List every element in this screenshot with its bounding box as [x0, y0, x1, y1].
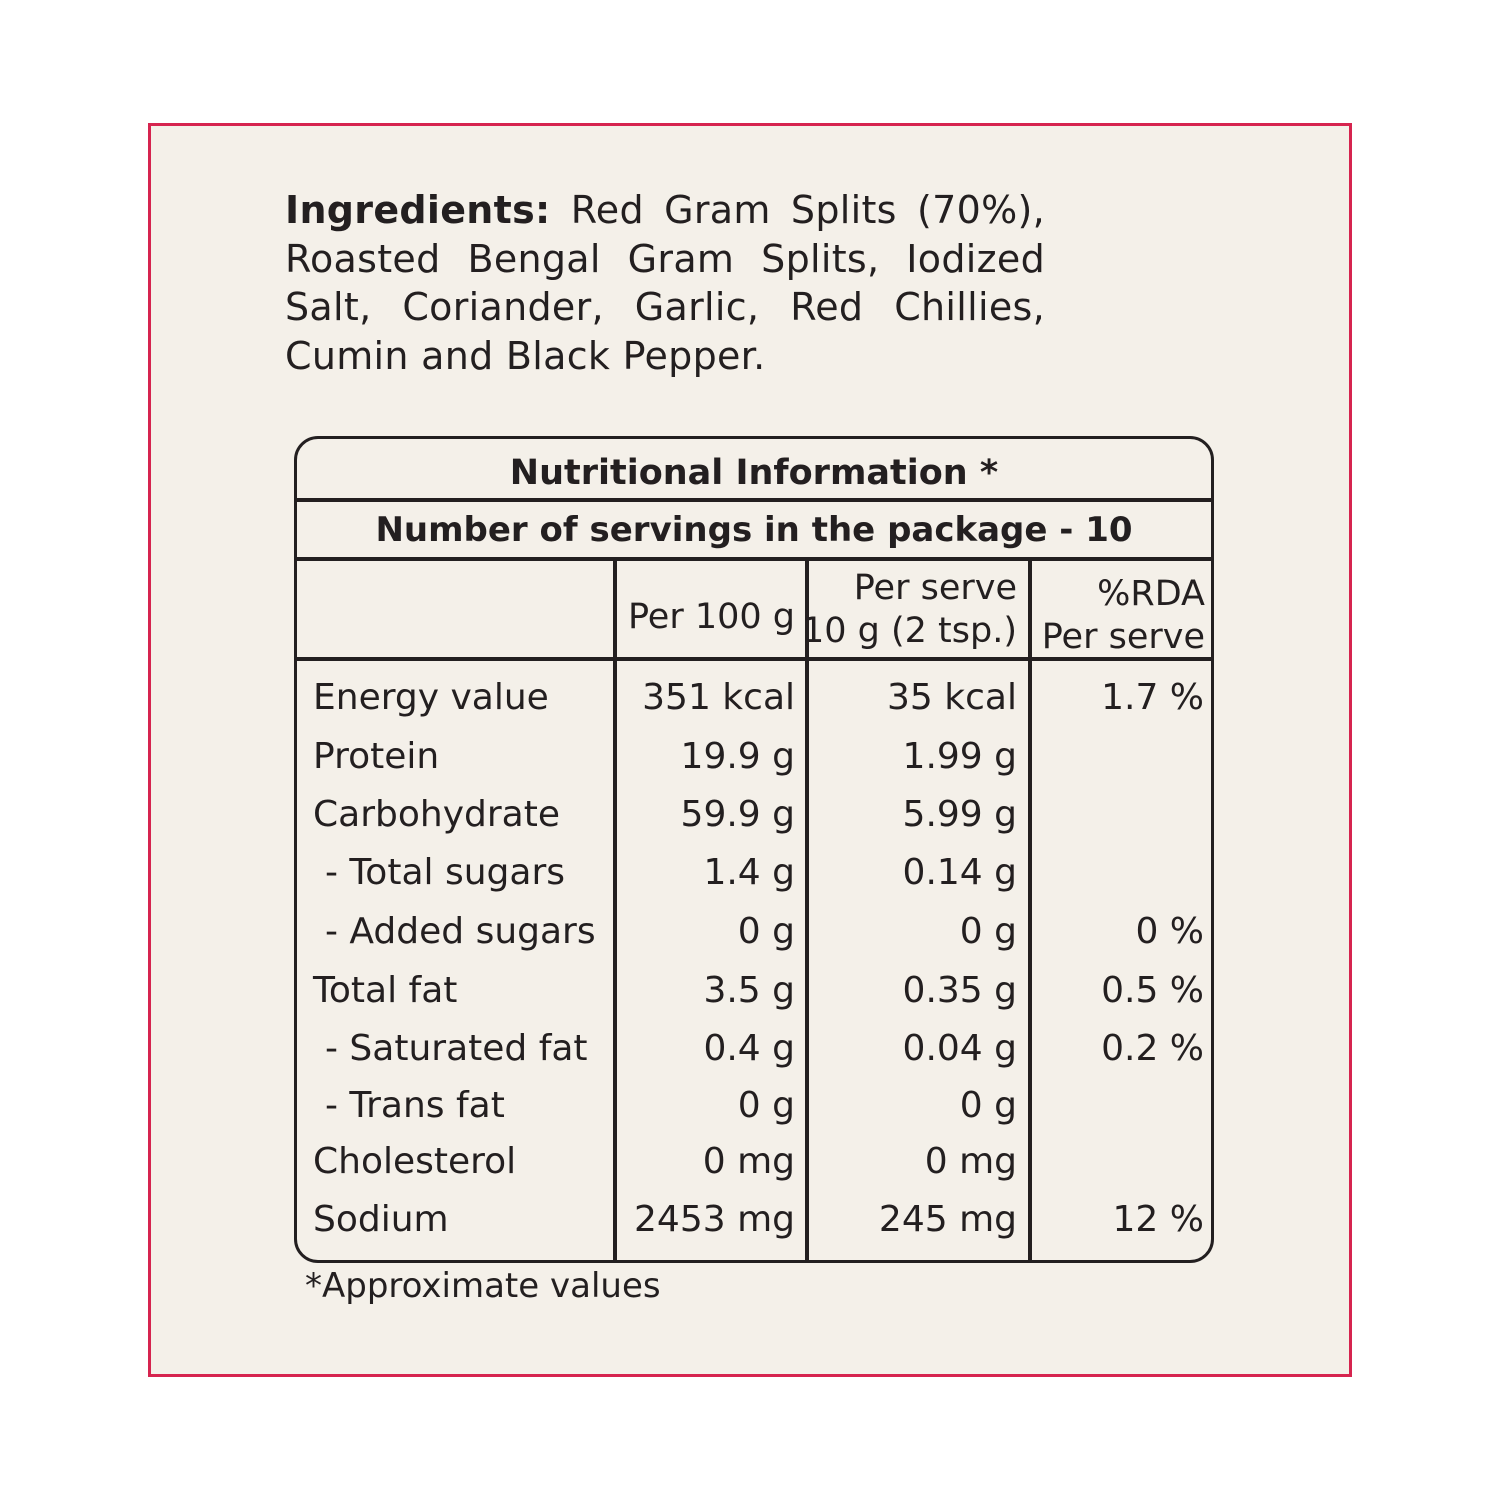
value-per-serve: 0 mg — [924, 1141, 1017, 1182]
value-rda: 12 % — [1112, 1199, 1204, 1240]
ingredients-text — [285, 186, 1045, 380]
divider — [297, 498, 1211, 502]
value-per-100g: 0 g — [737, 1085, 795, 1126]
value-per-100g: 0 g — [737, 911, 795, 952]
ingredients-list: Red Gram Splits (70%), Roasted Bengal Gram Splits, Iodized Salt, Coriander, Garlic, Red Chillies, Cumin and Black Pepper. — [285, 188, 1045, 378]
header-per-serve — [802, 567, 1017, 653]
value-per-serve: 35 kcal — [887, 677, 1017, 718]
table-row — [297, 1191, 1211, 1249]
nutrient-name: - Added sugars — [325, 911, 596, 952]
nutrient-name: - Saturated fat — [325, 1028, 588, 1069]
nutrient-name: Carbohydrate — [313, 794, 560, 835]
servings-count: Number of servings in the package - 10 — [375, 510, 1133, 550]
value-per-serve: 245 mg — [878, 1199, 1017, 1240]
value-rda: 0.2 % — [1101, 1028, 1204, 1069]
value-per-serve: 0.35 g — [902, 970, 1017, 1011]
value-per-serve: 0.04 g — [902, 1028, 1017, 1069]
header-rda-line2: Per serve — [1041, 617, 1205, 657]
nutrient-name: Protein — [313, 736, 440, 777]
table-row — [297, 1077, 1211, 1135]
footnote: *Approximate values — [305, 1266, 661, 1306]
value-per-serve: 5.99 g — [902, 794, 1017, 835]
value-per-100g: 0 mg — [702, 1141, 795, 1182]
value-per-100g: 0.4 g — [703, 1028, 795, 1069]
value-per-serve: 0 g — [959, 1085, 1017, 1126]
nutrition-title: Nutritional Information * — [509, 453, 999, 493]
nutrient-name: - Total sugars — [325, 852, 565, 893]
table-row — [297, 669, 1211, 727]
value-per-100g: 1.4 g — [703, 852, 795, 893]
value-rda: 1.7 % — [1101, 677, 1204, 718]
table-row — [297, 962, 1211, 1020]
table-row — [297, 786, 1211, 844]
value-per-100g: 3.5 g — [703, 970, 795, 1011]
table-row — [297, 1020, 1211, 1078]
table-row — [297, 1133, 1211, 1191]
value-per-serve: 0.14 g — [902, 852, 1017, 893]
value-per-serve: 1.99 g — [902, 736, 1017, 777]
header-per-100g: Per 100 g — [627, 597, 795, 637]
value-rda: 0 % — [1135, 911, 1204, 952]
value-per-serve: 0 g — [959, 911, 1017, 952]
divider — [297, 557, 1211, 561]
header-rda-line1: %RDA — [1097, 574, 1205, 614]
header-per-serve-line2: 10 g (2 tsp.) — [801, 611, 1017, 651]
value-per-100g: 19.9 g — [680, 736, 795, 777]
ingredients-label: Ingredients: — [285, 188, 551, 232]
nutrient-name: Cholesterol — [313, 1141, 517, 1182]
header-per-serve-line1: Per serve — [853, 568, 1017, 608]
value-per-100g: 2453 mg — [634, 1199, 795, 1240]
header-rda — [1042, 573, 1205, 659]
value-per-100g: 59.9 g — [680, 794, 795, 835]
table-row — [297, 903, 1211, 961]
nutrient-name: Energy value — [313, 677, 549, 718]
nutrition-table — [294, 436, 1214, 1263]
nutrient-name: Total fat — [313, 970, 458, 1011]
table-row — [297, 728, 1211, 786]
nutrient-name: - Trans fat — [325, 1085, 505, 1126]
nutrient-name: Sodium — [313, 1199, 449, 1240]
value-per-100g: 351 kcal — [642, 677, 795, 718]
value-rda: 0.5 % — [1101, 970, 1204, 1011]
table-row — [297, 844, 1211, 902]
